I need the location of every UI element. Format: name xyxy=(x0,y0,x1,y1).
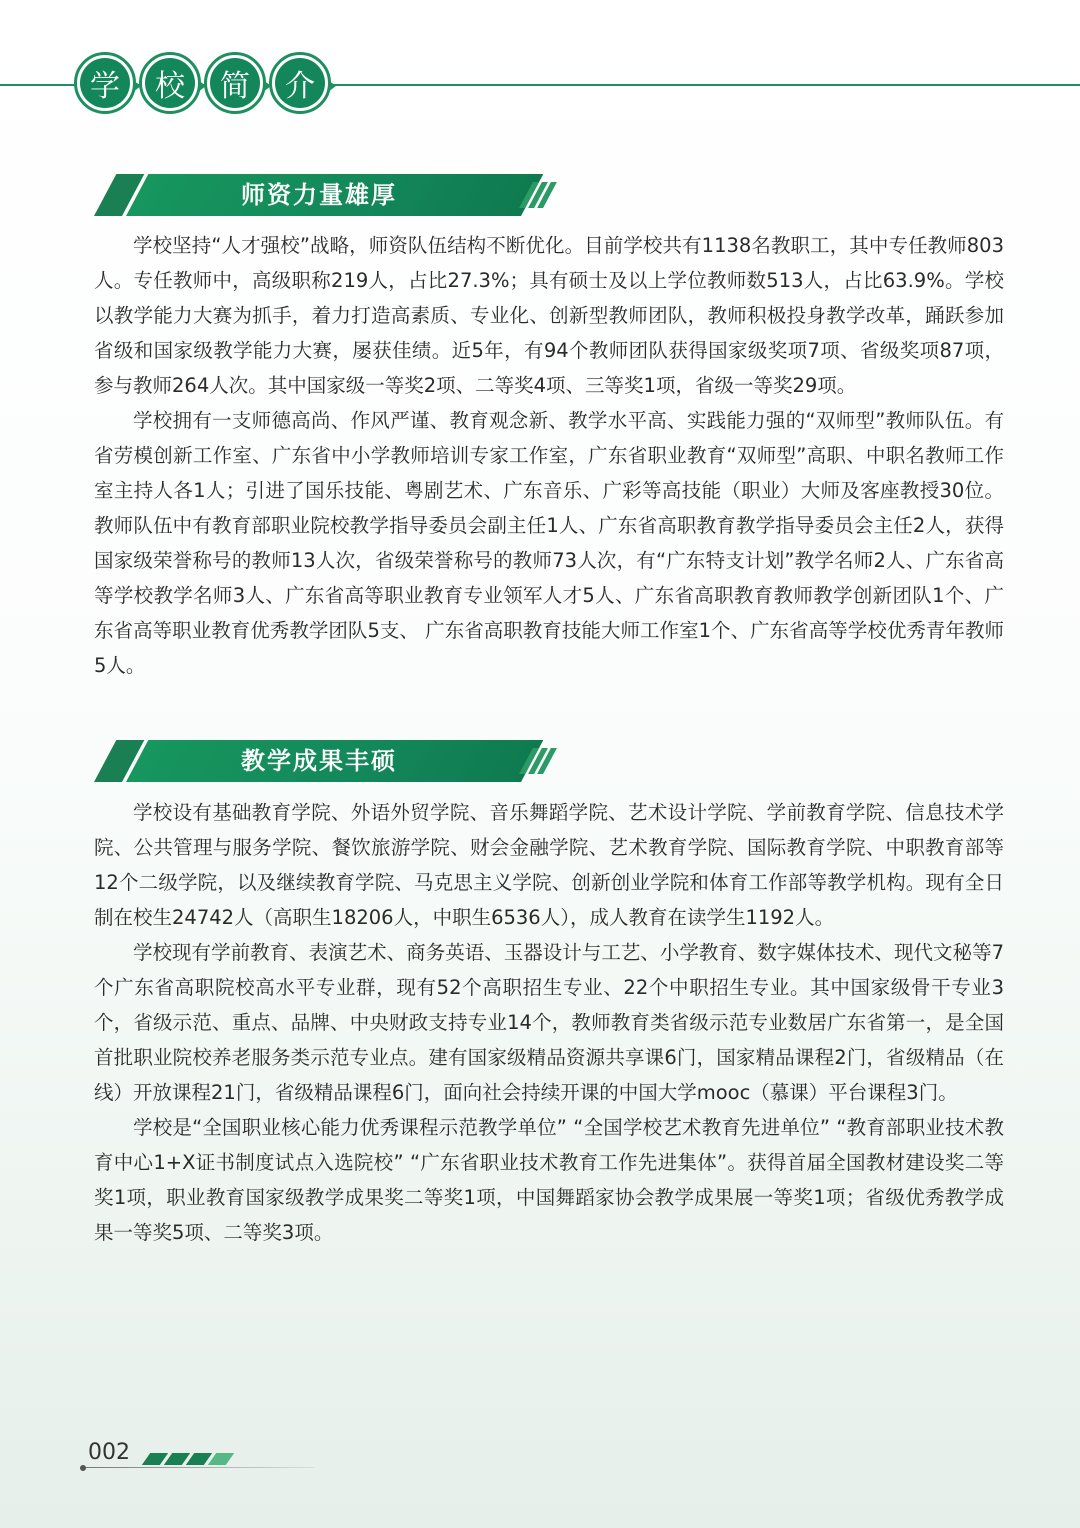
title-char: 介 xyxy=(275,58,325,108)
page-title xyxy=(74,52,334,114)
section-header-faculty xyxy=(94,174,554,216)
paragraph: 学校现有学前教育、表演艺术、商务英语、玉器设计与工艺、小学教育、数字媒体技术、现代文秘等7个广东省高职院校高水平专业群，现有52个高职招生专业、22个中职招生专业。其中国家级骨干专业3个，省级示范、重点、品牌、中央财政支持专业14个，教师教育类省级示范专业数居广东省第一，是全国首批职业院校养老服务类示范专业点。建有国家级精品资源共享课6门，国家精品课程2门，省级精品（在线）开放课程21门，省级精品课程6门，面向社会持续开课的中国大学mooc（慕课）平台课程3门。 xyxy=(94,941,1004,1104)
footer-rule xyxy=(84,1467,314,1468)
title-circle xyxy=(269,52,331,114)
section-body-achievements xyxy=(94,795,1004,1250)
paragraph: 学校坚持“人才强校”战略，师资队伍结构不断优化。目前学校共有1138名教职工，其中专任教师803人。专任教师中，高级职称219人，占比27.3%；具有硕士及以上学位教师数513人，占比63.9%。学校以教学能力大赛为抓手，着力打造高素质、专业化、创新型教师团队，教师积极投身教学改革，踊跃参加省级和国家级教学能力大赛，屡获佳绩。近5年，有94个教师团队获得国家级奖项7项、省级奖项87项，参与教师264人次。其中国家级一等奖2项、二等奖4项、三等奖1项，省级一等奖29项。 xyxy=(94,234,1004,397)
arrow-tip-icon xyxy=(328,80,336,92)
slash-icon xyxy=(208,1453,234,1465)
section-heading: 师资力量雄厚 xyxy=(241,181,397,209)
title-char: 校 xyxy=(145,58,195,108)
section-header-achievements xyxy=(94,740,554,782)
paragraph: 学校是“全国职业核心能力优秀课程示范教学单位” “全国学校艺术教育先进单位” “教育部职业技术教育中心1+X证书制度试点入选院校” “广东省职业技术教育工作先进集体”。获得首届全国教材建设奖二等奖1项，职业教育国家级教学成果奖二等奖1项，中国舞蹈家协会教学成果展一等奖1项；省级优秀教学成果一等奖5项、二等奖3项。 xyxy=(94,1116,1004,1244)
title-char: 简 xyxy=(210,58,260,108)
section-body-faculty xyxy=(94,228,1004,683)
section-heading: 教学成果丰硕 xyxy=(241,747,397,775)
paragraph: 学校拥有一支师德高尚、作风严谨、教育观念新、教学水平高、实践能力强的“双师型”教师队伍。有省劳模创新工作室、广东省中小学教师培训专家工作室，广东省职业教育“双师型”高职、中职名教师工作室主持人各1人；引进了国乐技能、粤剧艺术、广东音乐、广彩等高技能（职业）大师及客座教授30位。教师队伍中有教育部职业院校教学指导委员会副主任1人、广东省高职教育教学指导委员会主任2人，获得国家级荣誉称号的教师13人次，省级荣誉称号的教师73人次，有“广东特支计划”教学名师2人、广东省高等学校教学名师3人、广东省高等职业教育专业领军人才5人、广东省高职教育教师教学创新团队1个、广东省高等职业教育优秀教学团队5支、 广东省高职教育技能大师工作室1个、广东省高等学校优秀青年教师5人。 xyxy=(94,409,1004,677)
title-char: 学 xyxy=(80,58,130,108)
title-circle xyxy=(139,52,201,114)
footer-dot-icon xyxy=(80,1465,86,1471)
title-circle xyxy=(74,52,136,114)
paragraph: 学校设有基础教育学院、外语外贸学院、音乐舞蹈学院、艺术设计学院、学前教育学院、信息技术学院、公共管理与服务学院、餐饮旅游学院、财会金融学院、艺术教育学院、国际教育学院、中职教育部等12个二级学院，以及继续教育学院、马克思主义学院、创新创业学院和体育工作部等教学机构。现有全日制在校生24742人（高职生18206人，中职生6536人），成人教育在读学生1192人。 xyxy=(94,801,1004,929)
title-circle xyxy=(204,52,266,114)
page-number: 002 xyxy=(88,1440,130,1465)
page-footer xyxy=(80,1440,320,1472)
